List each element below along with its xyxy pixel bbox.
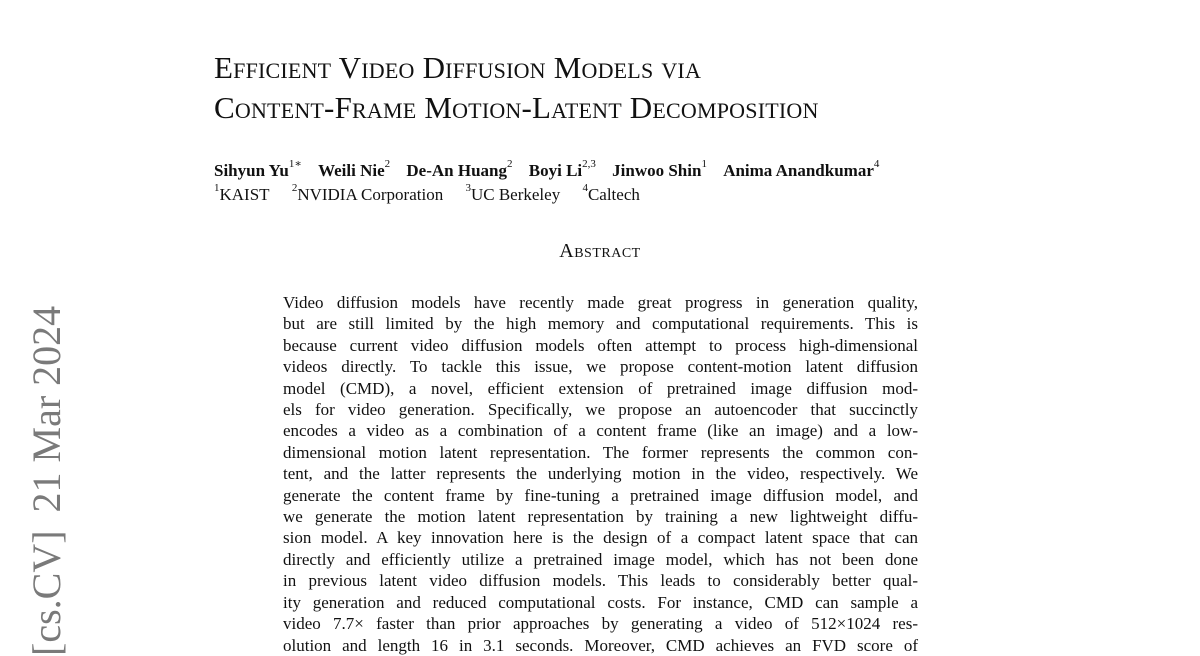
author: Weili Nie$^2$ bbox=[318, 158, 391, 180]
affiliation: $^3$UC Berkeley bbox=[465, 182, 561, 204]
abstract-line: we generate the motion latent representation by training a new lightweight diffu- bbox=[283, 507, 918, 527]
paper-title bbox=[214, 48, 1034, 128]
author: De-An Huang$^2$ bbox=[406, 158, 513, 180]
abstract-line: dimensional motion latent representation. The former represents the common con- bbox=[283, 442, 918, 462]
title-line-2: Content-Frame Motion-Latent Decomposition bbox=[214, 90, 819, 125]
author-list bbox=[214, 160, 1034, 182]
abstract-line: generate the content frame by fine-tuning a pretrained image diffusion model, and bbox=[283, 485, 918, 505]
abstract-line: els for video generation. Specifically, we propose an autoencoder that succinctly bbox=[283, 400, 918, 420]
arxiv-category: [cs.CV] bbox=[24, 530, 69, 656]
abstract-line: but are still limited by the high memory and computational requirements. This is bbox=[283, 314, 918, 334]
abstract-line: sion model. A key innovation here is the design of a compact latent space that can bbox=[283, 528, 918, 548]
abstract-line: tent, and the latter represents the underlying motion in the video, respectively. We bbox=[283, 464, 918, 484]
abstract-line: because current video diffusion models often attempt to process high-dimensional bbox=[283, 335, 918, 355]
abstract-line: Video diffusion models have recently made great progress in generation quality, bbox=[283, 293, 918, 312]
abstract-line: encodes a video as a combination of a content frame (like an image) and a low- bbox=[283, 421, 918, 441]
arxiv-side-stamp bbox=[22, 296, 72, 656]
affiliation: $^2$NVIDIA Corporation bbox=[291, 182, 444, 204]
abstract-body bbox=[283, 292, 918, 656]
abstract-line: directly and efficiently utilize a pretrained image model, which has not been done bbox=[283, 549, 918, 569]
abstract-line: videos directly. To tackle this issue, we propose content-motion latent diffusion bbox=[283, 357, 918, 377]
affiliation: $^4$Caltech bbox=[582, 182, 640, 204]
author: Sihyun $Yu^{1∗}$ bbox=[214, 158, 302, 180]
abstract-line: ity generation and reduced computational costs. For instance, CMD can sample a bbox=[283, 592, 918, 612]
affiliation: $^1$KAIST bbox=[214, 182, 270, 204]
abstract-heading: Abstract bbox=[559, 240, 641, 262]
abstract-line: video 7.7× faster than prior approaches by generating a video of 512×1024 res- bbox=[283, 614, 918, 634]
author: Jinwoo Shin$^1$ bbox=[612, 158, 707, 180]
author: Anima Anandkumar$^4$ bbox=[723, 158, 880, 180]
arxiv-date: 21 Mar 2024 bbox=[24, 305, 69, 513]
abstract-line: model (CMD), a novel, efficient extension of pretrained image diffusion mod- bbox=[283, 378, 918, 398]
title-line-1: Efficient Video Diffusion Models via bbox=[214, 50, 702, 85]
abstract-line: olution and length 16 in 3.1 seconds. Moreover, CMD achieves an FVD score of bbox=[283, 635, 918, 655]
affiliation-list bbox=[214, 184, 1034, 206]
abstract-line: in previous latent video diffusion models. This leads to considerably better qual- bbox=[283, 571, 918, 591]
author: Boyi Li$^{2,3}$ bbox=[528, 158, 596, 180]
